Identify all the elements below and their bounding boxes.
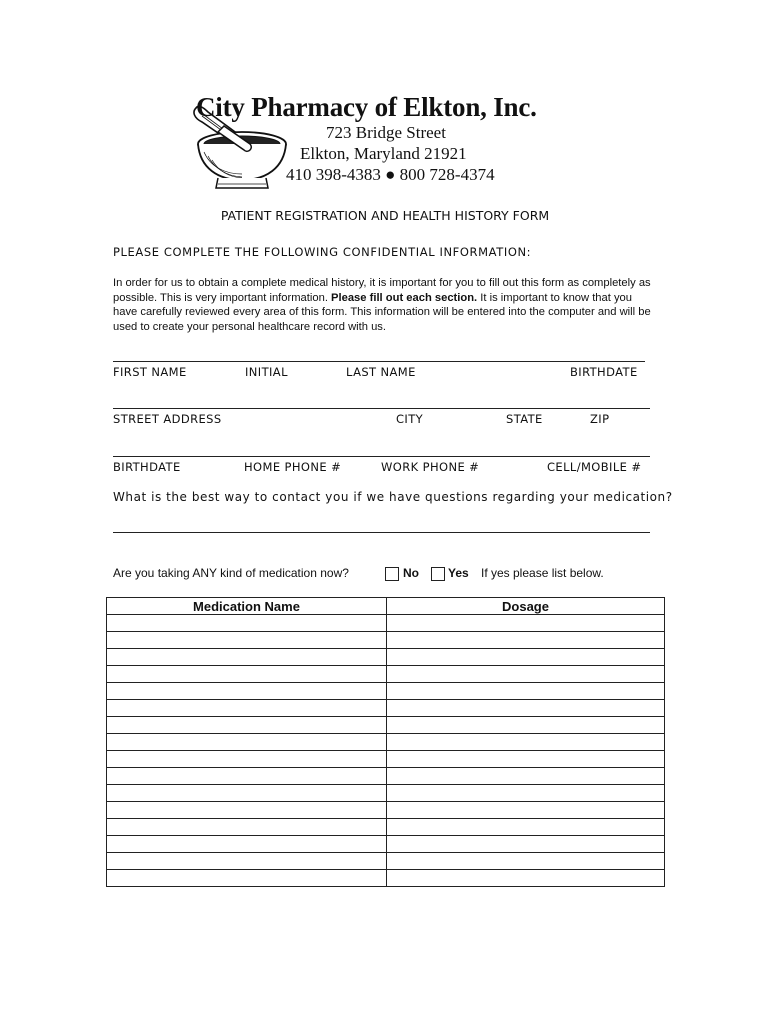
dosage-cell[interactable] xyxy=(387,768,665,785)
address-fill-line[interactable] xyxy=(113,408,650,409)
medication-name-cell[interactable] xyxy=(107,700,387,717)
medication-question: Are you taking ANY kind of medication now? xyxy=(113,566,349,580)
medication-name-cell[interactable] xyxy=(107,649,387,666)
dosage-cell[interactable] xyxy=(387,853,665,870)
work-phone-label: WORK PHONE # xyxy=(381,460,480,474)
medication-name-cell[interactable] xyxy=(107,768,387,785)
medication-name-cell[interactable] xyxy=(107,836,387,853)
no-checkbox[interactable] xyxy=(385,567,399,581)
first-name-label: FIRST NAME xyxy=(113,365,187,379)
medication-name-cell[interactable] xyxy=(107,615,387,632)
birthdate-label: BIRTHDATE xyxy=(570,365,638,379)
birthdate-label-2: BIRTHDATE xyxy=(113,460,181,474)
contact-fill-line[interactable] xyxy=(113,532,650,533)
form-title: PATIENT REGISTRATION AND HEALTH HISTORY FORM xyxy=(220,208,550,223)
yes-label: Yes xyxy=(448,566,469,580)
dosage-cell[interactable] xyxy=(387,751,665,768)
dosage-cell[interactable] xyxy=(387,666,665,683)
dosage-cell[interactable] xyxy=(387,615,665,632)
dosage-cell[interactable] xyxy=(387,700,665,717)
initial-label: INITIAL xyxy=(245,365,288,379)
dosage-cell[interactable] xyxy=(387,836,665,853)
home-phone-label: HOME PHONE # xyxy=(244,460,342,474)
intro-paragraph xyxy=(113,276,653,334)
street-address: 723 Bridge Street xyxy=(326,123,446,142)
table-row xyxy=(107,632,665,649)
table-row xyxy=(107,649,665,666)
zip-label: ZIP xyxy=(590,412,610,426)
company-name: City Pharmacy of Elkton, Inc. xyxy=(196,92,537,122)
medication-name-cell[interactable] xyxy=(107,717,387,734)
medication-name-cell[interactable] xyxy=(107,683,387,700)
phone-fill-line[interactable] xyxy=(113,456,650,457)
dosage-cell[interactable] xyxy=(387,632,665,649)
table-row xyxy=(107,734,665,751)
medication-name-header: Medication Name xyxy=(107,598,387,615)
city-label: CITY xyxy=(396,412,424,426)
table-row xyxy=(107,819,665,836)
instruction-heading: PLEASE COMPLETE THE FOLLOWING CONFIDENTIAL INFORMATION: xyxy=(113,245,532,259)
list-instruction: If yes please list below. xyxy=(481,566,604,580)
medication-name-cell[interactable] xyxy=(107,734,387,751)
dosage-cell[interactable] xyxy=(387,734,665,751)
table-row xyxy=(107,785,665,802)
dosage-cell[interactable] xyxy=(387,683,665,700)
table-row xyxy=(107,717,665,734)
dosage-cell[interactable] xyxy=(387,649,665,666)
table-row xyxy=(107,853,665,870)
table-row xyxy=(107,870,665,887)
table-row xyxy=(107,615,665,632)
dosage-cell[interactable] xyxy=(387,870,665,887)
yes-checkbox[interactable] xyxy=(431,567,445,581)
city-state-zip: Elkton, Maryland 21921 xyxy=(300,144,467,163)
last-name-label: LAST NAME xyxy=(346,365,416,379)
table-header-row xyxy=(107,598,665,615)
medication-name-cell[interactable] xyxy=(107,853,387,870)
intro-text-1: In order for us to obtain a complete medical history, it is important for you to fill out this form as completely as possible. This is very important information. xyxy=(113,277,651,304)
table-row xyxy=(107,751,665,768)
table-row xyxy=(107,700,665,717)
phone-numbers: 410 398-4383 ● 800 728-4374 xyxy=(286,165,495,184)
medication-name-cell[interactable] xyxy=(107,819,387,836)
dosage-header: Dosage xyxy=(387,598,665,615)
no-label: No xyxy=(403,566,419,580)
medication-name-cell[interactable] xyxy=(107,785,387,802)
cell-mobile-label: CELL/MOBILE # xyxy=(547,460,642,474)
medication-name-cell[interactable] xyxy=(107,870,387,887)
state-label: STATE xyxy=(506,412,543,426)
medication-table xyxy=(106,597,665,887)
intro-text-2: It is important to know that you have carefully reviewed every area of this form. This information will be entered into the computer and will be used to create your personal healthcare record with us. xyxy=(113,291,651,333)
medication-name-cell[interactable] xyxy=(107,632,387,649)
contact-question: What is the best way to contact you if we have questions regarding your medication? xyxy=(113,490,673,504)
dosage-cell[interactable] xyxy=(387,802,665,819)
table-row xyxy=(107,683,665,700)
medication-name-cell[interactable] xyxy=(107,666,387,683)
intro-bold-text: Please fill out each section. xyxy=(331,291,478,304)
table-row xyxy=(107,768,665,785)
medication-name-cell[interactable] xyxy=(107,802,387,819)
dosage-cell[interactable] xyxy=(387,717,665,734)
name-fill-line[interactable] xyxy=(113,361,645,362)
table-row xyxy=(107,836,665,853)
table-row xyxy=(107,666,665,683)
table-row xyxy=(107,802,665,819)
dosage-cell[interactable] xyxy=(387,785,665,802)
dosage-cell[interactable] xyxy=(387,819,665,836)
street-address-label: STREET ADDRESS xyxy=(113,412,222,426)
medication-name-cell[interactable] xyxy=(107,751,387,768)
